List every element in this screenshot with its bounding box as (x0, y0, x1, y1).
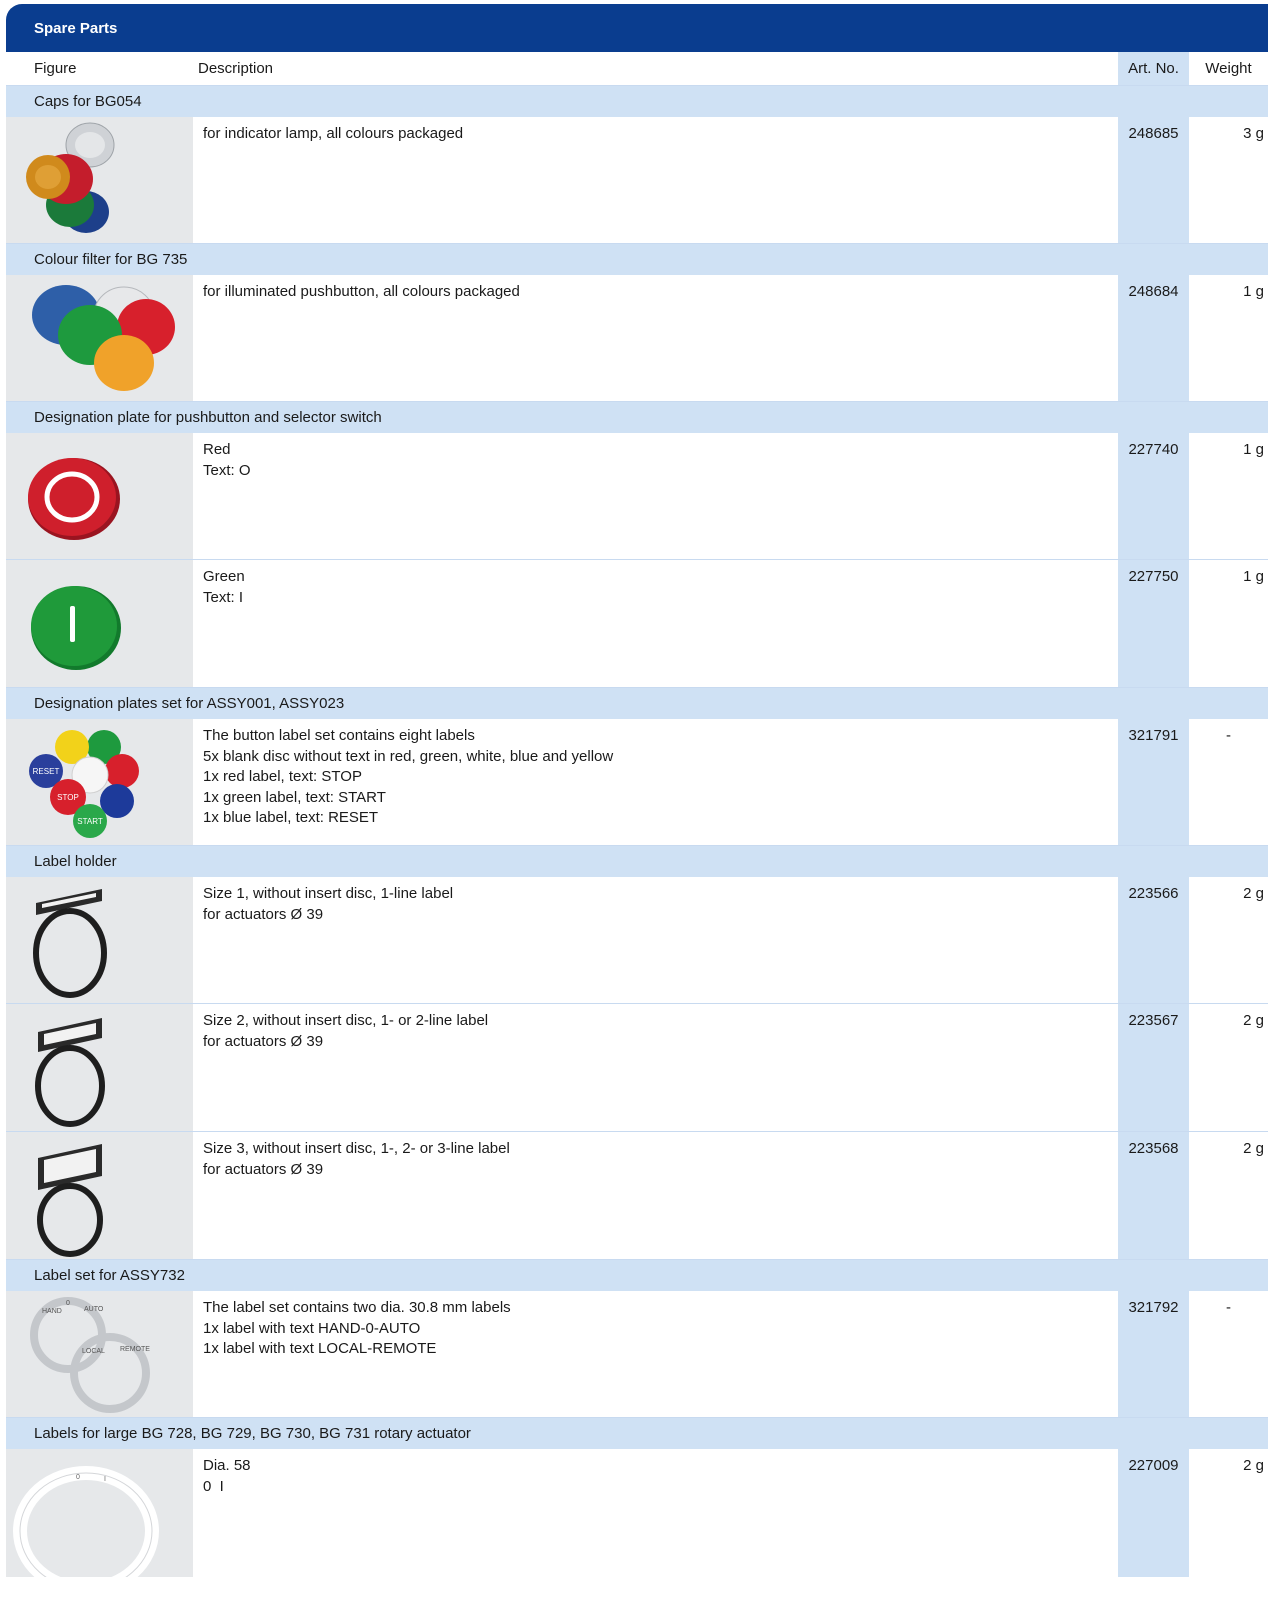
weight-cell: - (1226, 727, 1231, 744)
figure-cell (6, 1291, 193, 1417)
weight-cell: 2 g (1243, 1140, 1264, 1157)
weight-cell: 1 g (1243, 441, 1264, 458)
art-no-cell: 223568 (1118, 1132, 1189, 1259)
description-line: for illuminated pushbutton, all colours packaged (203, 283, 520, 300)
figure-cell (6, 1132, 193, 1259)
page-title: Spare Parts (6, 4, 1268, 52)
description-line: Green (203, 568, 245, 585)
description-line: 1x blue label, text: RESET (203, 809, 379, 826)
description-cell (203, 124, 1093, 145)
description-line: Text: I (203, 588, 244, 606)
art-no-cell: 223566 (1118, 877, 1189, 1003)
rotary-label-set-icon (6, 1291, 193, 1417)
description-cell (203, 440, 1093, 481)
description-line: for actuators Ø 39 (203, 1160, 324, 1178)
figure-cell (6, 877, 193, 1003)
button-label-set-icon (6, 719, 193, 845)
art-no-cell: 321792 (1118, 1291, 1189, 1417)
group-header: Label set for ASSY732 (6, 1260, 1268, 1291)
figure-label-zero: 0 (76, 1474, 80, 1481)
table-row (6, 1449, 1268, 1577)
label-holder-size2-icon (6, 1004, 193, 1131)
art-no-cell: 321791 (1118, 719, 1189, 845)
description-line: The label set contains two dia. 30.8 mm labels (203, 1299, 511, 1316)
figure-label-hand: HAND (42, 1308, 62, 1315)
table-row (6, 433, 1268, 560)
description-cell (203, 1139, 1093, 1180)
figure-cell (6, 275, 193, 401)
weight-cell: 1 g (1243, 283, 1264, 300)
weight-cell: 3 g (1243, 125, 1264, 142)
figure-label-auto: AUTO (84, 1306, 104, 1313)
figure-label-one: I (104, 1476, 106, 1483)
table-row (6, 117, 1268, 244)
figure-cell (6, 560, 193, 687)
red-o-plate-icon (6, 433, 193, 559)
label-holder-size3-icon (6, 1132, 193, 1259)
group-header: Designation plate for pushbutton and selector switch (6, 402, 1268, 433)
green-i-plate-icon (6, 560, 193, 687)
description-cell (203, 1011, 1093, 1052)
table-row (6, 719, 1268, 846)
figure-label-zero: 0 (66, 1300, 70, 1307)
weight-cell: - (1226, 1299, 1231, 1316)
column-art-no: Art. No. (1128, 60, 1179, 77)
art-no-cell: 227009 (1118, 1449, 1189, 1577)
group-header: Caps for BG054 (6, 86, 1268, 117)
art-no-cell: 248684 (1118, 275, 1189, 401)
art-no-cell: 248685 (1118, 117, 1189, 243)
description-line: Text: O (203, 461, 251, 479)
figure-cell (6, 117, 193, 243)
large-rotary-label-icon (6, 1449, 193, 1577)
description-line: Dia. 58 (203, 1457, 251, 1474)
description-line: for indicator lamp, all colours packaged (203, 125, 464, 142)
colour-filters-icon (6, 275, 193, 401)
figure-label-remote: REMOTE (120, 1346, 150, 1353)
art-no-cell: 223567 (1118, 1004, 1189, 1131)
description-line: Size 1, without insert disc, 1-line label (203, 885, 454, 902)
description-cell (203, 726, 1093, 829)
column-description: Description (198, 60, 274, 77)
figure-cell (6, 1004, 193, 1131)
table-row (6, 1132, 1268, 1260)
figure-cell (6, 433, 193, 559)
table-header (6, 52, 1268, 86)
description-line: 1x red label, text: STOP (203, 768, 362, 785)
table-row (6, 275, 1268, 402)
description-line: for actuators Ø 39 (203, 905, 324, 923)
table-row (6, 1004, 1268, 1132)
description-line: Red (203, 441, 231, 458)
description-line: 5x blank disc without text in red, green, white, blue and yellow (203, 747, 614, 765)
description-line: Size 3, without insert disc, 1-, 2- or 3-line label (203, 1140, 510, 1157)
description-cell (203, 884, 1093, 925)
column-weight: Weight (1205, 60, 1252, 77)
group-header: Label holder (6, 846, 1268, 877)
column-figure: Figure (34, 60, 77, 77)
table-row (6, 560, 1268, 688)
figure-label-local: LOCAL (82, 1348, 105, 1355)
description-line: 1x label with text LOCAL-REMOTE (203, 1340, 437, 1357)
description-cell (203, 282, 1093, 303)
description-line: for actuators Ø 39 (203, 1032, 324, 1050)
description-line: 1x label with text HAND-0-AUTO (203, 1319, 421, 1337)
weight-cell: 2 g (1243, 1012, 1264, 1029)
indicator-lamp-caps-icon (6, 117, 193, 243)
figure-cell (6, 719, 193, 845)
group-header: Labels for large BG 728, BG 729, BG 730, BG 731 rotary actuator (6, 1418, 1268, 1449)
group-header: Colour filter for BG 735 (6, 244, 1268, 275)
spare-parts-table (6, 4, 1268, 1577)
weight-cell: 2 g (1243, 1457, 1264, 1474)
figure-label-start: START (77, 817, 103, 826)
art-no-cell: 227750 (1118, 560, 1189, 687)
table-row (6, 1291, 1268, 1418)
figure-cell (6, 1449, 193, 1577)
description-line: 0 I (203, 1477, 224, 1495)
description-cell (203, 1456, 1093, 1497)
description-line: 1x green label, text: START (203, 788, 386, 806)
description-cell (203, 567, 1093, 608)
figure-label-reset: RESET (32, 767, 60, 776)
description-line: Size 2, without insert disc, 1- or 2-line label (203, 1012, 489, 1029)
figure-label-stop: STOP (57, 793, 79, 802)
group-header: Designation plates set for ASSY001, ASSY023 (6, 688, 1268, 719)
table-row (6, 877, 1268, 1004)
art-no-cell: 227740 (1118, 433, 1189, 559)
weight-cell: 2 g (1243, 885, 1264, 902)
weight-cell: 1 g (1243, 568, 1264, 585)
description-cell (203, 1298, 1093, 1360)
description-line: The button label set contains eight labels (203, 727, 475, 744)
label-holder-size1-icon (6, 877, 193, 1003)
